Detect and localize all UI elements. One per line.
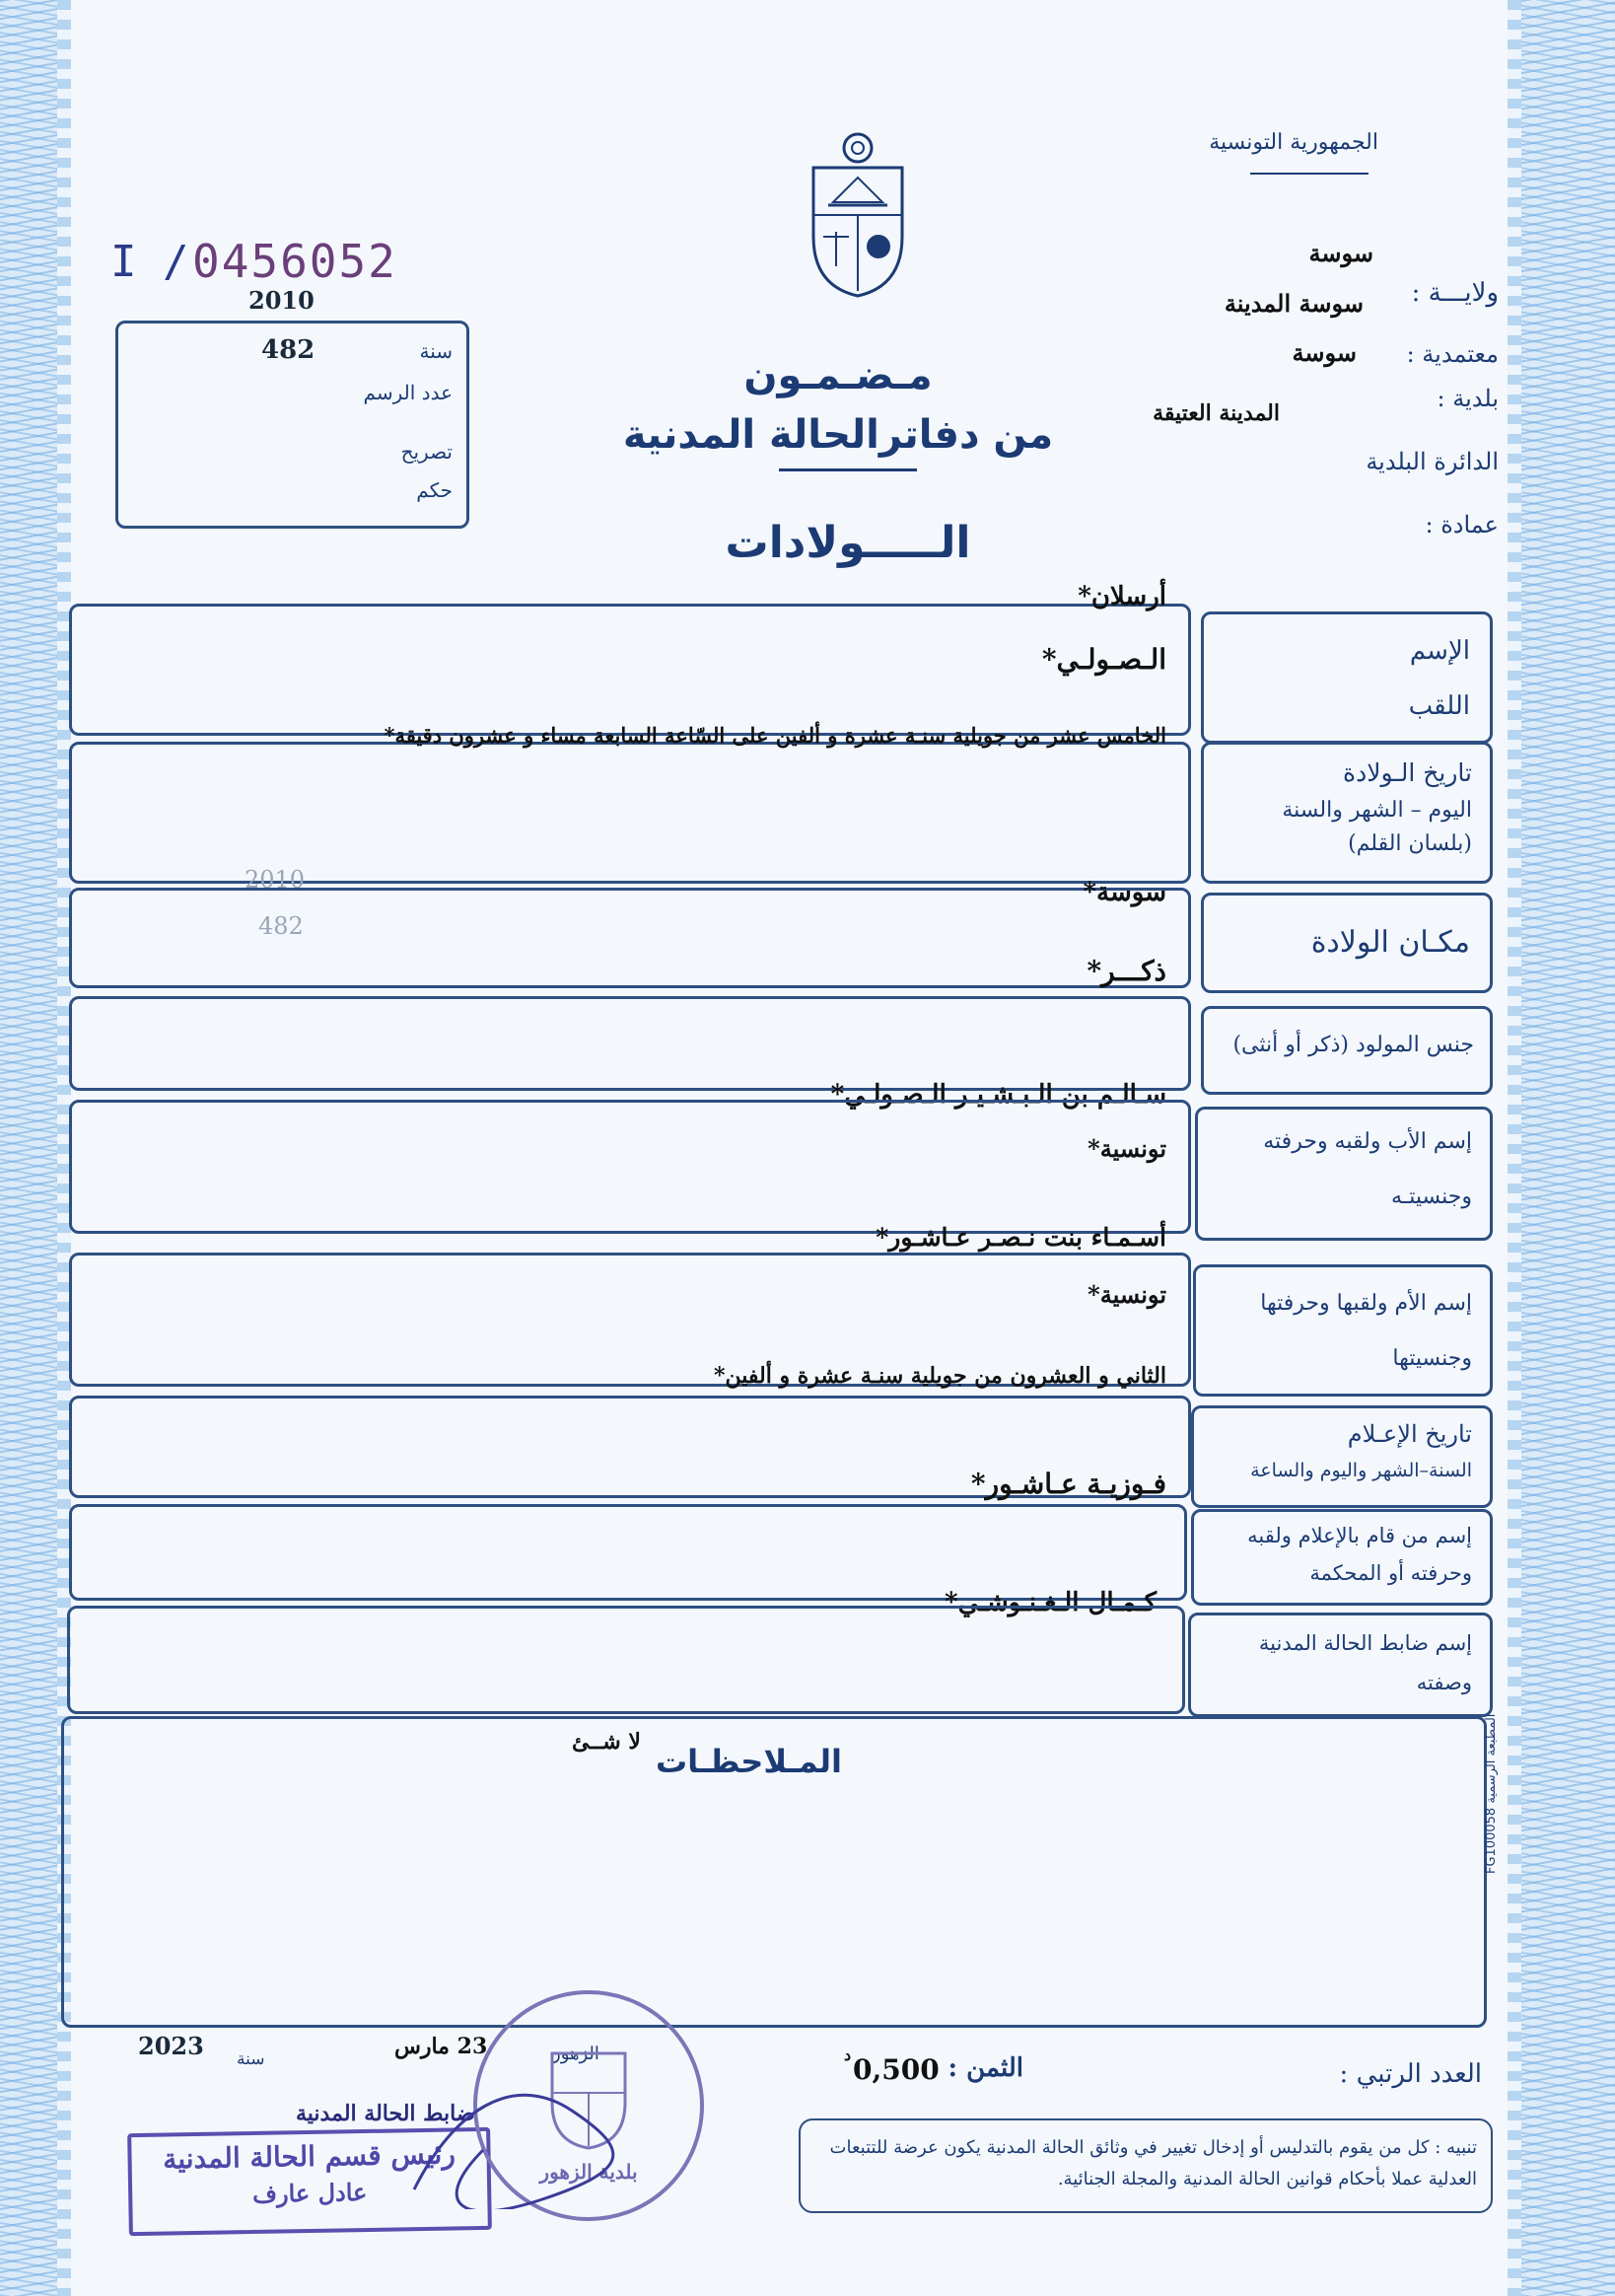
sex-label-box — [1201, 1006, 1493, 1095]
registry-box — [115, 321, 469, 529]
signature-scribble — [394, 2051, 651, 2209]
left-guilloche-border — [0, 0, 57, 2296]
officer-label: إسم ضابط الحالة المدنية — [1258, 1631, 1472, 1655]
birth-place-label: مكـان الولادة — [1310, 925, 1470, 960]
title-underline — [779, 468, 917, 471]
printer-mark: المطبعة الرسمية FG100058 — [1484, 1713, 1499, 1874]
birth-date-label: تاريخ الـولادة — [1343, 758, 1472, 787]
surname-label: اللقب — [1408, 691, 1470, 721]
name-value-box — [69, 604, 1191, 736]
mother-nationality: تونسية* — [1088, 1280, 1166, 1309]
father-nationality: تونسية* — [1088, 1134, 1166, 1163]
declaration-date-label-box — [1191, 1405, 1493, 1508]
motamadia-value: سوسة — [1292, 338, 1357, 367]
father-label-box — [1195, 1107, 1493, 1241]
issue-year-label: سنة — [237, 2049, 265, 2069]
first-name-value: أرسلان* — [1078, 582, 1166, 611]
sex-value-box — [69, 996, 1191, 1091]
notice-text: تنبيه : كل من يقوم بالتدليس أو إدخال تغيير في وثائق الحالة المدنية يكون عرضة للتتبعات العدلية عملا بأحكام قوانين الحالة المدنية والمجلة الجنائية. — [829, 2137, 1477, 2189]
remarks-label: المـلاحظـات — [656, 1743, 843, 1780]
declaration-date-value: الثاني و العشرون من جويلية سنـة عشرة و ألفين* — [713, 1363, 1166, 1389]
baladia-label: بلدية : — [1437, 385, 1499, 412]
title-line1: مـضـمـون — [743, 353, 933, 398]
ghost-record: 482 — [258, 912, 304, 940]
declarant-value: فـوزيـة عـاشـور* — [970, 1468, 1166, 1500]
officer-value: كـمـال الـغـنـوشـي* — [945, 1588, 1157, 1617]
birth-date-label-box — [1201, 742, 1493, 884]
serial-number: 0456052 — [192, 235, 397, 288]
issue-place: الزهور — [552, 2044, 599, 2064]
omada-label: عمادة : — [1425, 511, 1499, 538]
surname-value: الـصـولـي* — [1041, 643, 1166, 676]
motamadia-label: معتمدية : — [1406, 340, 1499, 368]
judgment-label: حكم — [416, 478, 453, 502]
coat-of-arms-icon — [804, 128, 912, 301]
wilaya-value-city: سوسة المدينة — [1224, 289, 1364, 318]
remarks-box — [61, 1716, 1487, 2028]
first-name-label: الإسم — [1409, 636, 1470, 666]
right-wave-border — [1508, 0, 1521, 2296]
issue-day-month: 23 مارس — [394, 2034, 488, 2059]
daira-label: الدائرة البلدية — [1366, 448, 1499, 475]
ghost-year: 2010 — [245, 866, 306, 894]
father-value-box — [69, 1100, 1191, 1234]
footer-serial-label: العدد الرتبي : — [1339, 2059, 1482, 2089]
baladia-value: المدينة العتيقة — [1153, 400, 1280, 426]
birth-place-value: سوسة* — [1083, 878, 1166, 907]
birth-place-label-box — [1201, 893, 1493, 993]
officer-label2: وصفته — [1416, 1671, 1472, 1694]
officer-stamp-title: رئيس قسم الحالة المدنية — [162, 2137, 456, 2176]
price-unit: د — [844, 2045, 852, 2064]
republic-underline — [1250, 173, 1369, 175]
mother-label2: وجنسيتها — [1392, 1346, 1472, 1371]
birth-date-sub: اليوم – الشهر والسنة — [1282, 798, 1472, 823]
mother-label-box — [1193, 1264, 1493, 1397]
mother-value: أسـمـاء بنت نـصـر عـاشـور* — [876, 1223, 1166, 1252]
father-label: إسم الأب ولقبه وحرفته — [1263, 1129, 1472, 1154]
birth-date-sub2: (بلسان القلم) — [1348, 831, 1472, 856]
round-stamp-text: بلدية الزهور — [539, 2160, 638, 2184]
officer-stamp-name: عادل عارف — [251, 2177, 368, 2209]
serial-prefix: I / — [110, 237, 189, 287]
officer-label-box — [1188, 1613, 1493, 1717]
registry-year-label: سنة — [419, 339, 453, 363]
sex-label: جنس المولود (ذكر أو أنثى) — [1232, 1033, 1474, 1057]
birth-date-value: الخامس عشر من جويلية سنـة عشرة و ألفين على السّاعة السابعة مساء و عشرون دقيقة* — [384, 723, 1166, 748]
right-guilloche-border — [1521, 0, 1615, 2296]
wilaya-value: سوسة — [1308, 239, 1373, 267]
price-value: 0,500 — [853, 2053, 940, 2086]
title-line2: من دفاترالحالة المدنية — [622, 412, 1054, 458]
sex-value: ذكـــر* — [1087, 955, 1166, 987]
declarant-label-box — [1191, 1509, 1493, 1606]
officer-value-box — [67, 1606, 1185, 1714]
declarant-label: إسم من قام بالإعلام ولقبه — [1247, 1524, 1472, 1547]
father-value: سـالـم بن الـبـشـيـر الـصـولـي* — [830, 1080, 1166, 1110]
declarant-label2: وحرفته أو المحكمة — [1309, 1561, 1472, 1585]
declaration-date-label: تاريخ الإعـلام — [1347, 1420, 1472, 1448]
republic-label: الجمهورية التونسية — [1209, 130, 1378, 155]
remarks-value: لا شــئ — [572, 1729, 641, 1755]
name-label-box — [1201, 611, 1493, 744]
birth-place-value-box — [69, 888, 1191, 988]
declaration-label: تصريح — [400, 440, 453, 464]
officer-title: ضابط الحالة المدنية — [296, 2101, 475, 2126]
wilaya-label: ولايـــة : — [1411, 278, 1499, 308]
section-title: الـــــولادات — [725, 518, 971, 568]
notice-box — [799, 2118, 1493, 2213]
issue-year: 2023 — [138, 2032, 204, 2060]
father-label2: وجنسيتـه — [1390, 1184, 1472, 1209]
mother-label: إسم الأم ولقبها وحرفتها — [1260, 1291, 1472, 1316]
birth-date-value-box — [69, 742, 1191, 884]
declarant-value-box — [69, 1504, 1187, 1601]
record-no-label: عدد الرسم — [363, 381, 453, 404]
registry-year-value: 482 — [261, 335, 316, 365]
serial-year: 2010 — [248, 286, 315, 315]
price-label: الثمن : — [948, 2053, 1023, 2083]
declaration-date-sub: السنة–الشهر واليوم والساعة — [1250, 1460, 1472, 1481]
